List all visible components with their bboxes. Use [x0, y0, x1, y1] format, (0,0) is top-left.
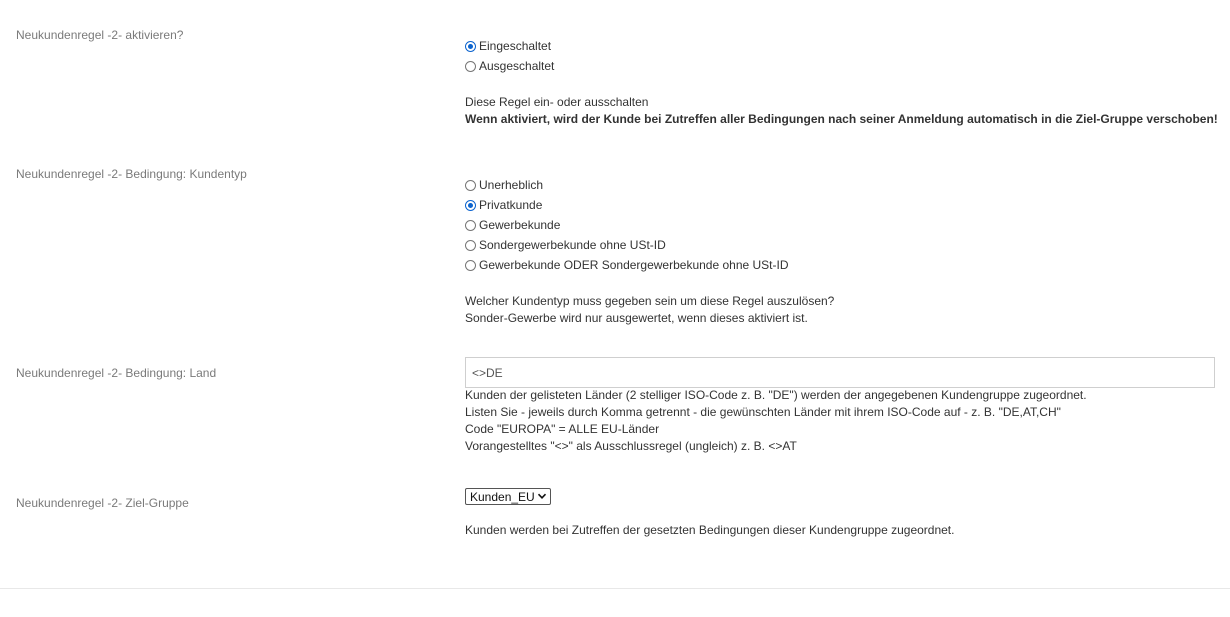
description-line: Sonder-Gewerbe wird nur ausgewertet, wenn dieses aktiviert ist. [465, 311, 808, 325]
radio-button[interactable] [465, 180, 476, 191]
description-warning: Wenn aktiviert, wird der Kunde bei Zutreffen aller Bedingungen nach seiner Anmeldung automatisch in die Ziel-Gruppe verschoben! [465, 112, 1218, 126]
radio-button[interactable] [465, 61, 476, 72]
radio-button-checked[interactable] [465, 41, 476, 52]
description-line: Kunden werden bei Zutreffen der gesetzten Bedingungen dieser Kundengruppe zugeordnet. [465, 523, 955, 537]
radio-option-sondergewerbekunde[interactable] [465, 235, 789, 255]
radio-option-label: Privatkunde [479, 198, 543, 212]
select-value: Kunden_EU [470, 489, 535, 504]
radio-option-label: Gewerbekunde ODER Sondergewerbekunde ohne USt-ID [479, 258, 789, 272]
rule-active-label: Neukundenregel -2- aktivieren? [16, 28, 184, 42]
target-group-description [465, 522, 954, 539]
radio-option-label: Unerheblich [479, 178, 544, 192]
radio-button[interactable] [465, 220, 476, 231]
description-line: Kunden der gelisteten Länder (2 stelliger ISO-Code z. B. "DE") werden der angegebenen Kundengruppe zugeordnet. [465, 388, 1087, 402]
description-line: Vorangestelltes "<>" als Ausschlussregel (ungleich) z. B. <>AT [465, 439, 797, 453]
rule-active-radio-group [465, 36, 554, 76]
divider [0, 588, 1230, 589]
description-line: Welcher Kundentyp muss gegeben sein um diese Regel auszulösen? [465, 294, 835, 308]
radio-option-eingeschaltet[interactable] [465, 36, 554, 56]
radio-option-label: Eingeschaltet [479, 39, 552, 53]
chevron-down-icon [537, 491, 547, 501]
radio-button[interactable] [465, 260, 476, 271]
radio-option-gewerbe-oder-sondergewerbe[interactable] [465, 255, 789, 275]
radio-button-checked[interactable] [465, 200, 476, 211]
customer-type-radio-group [465, 175, 789, 275]
description-line: Listen Sie - jeweils durch Komma getrennt - die gewünschten Länder mit ihrem ISO-Code auf - z. B. "DE,AT,CH" [465, 405, 1061, 419]
radio-option-ausgeschaltet[interactable] [465, 56, 554, 76]
country-label: Neukundenregel -2- Bedingung: Land [16, 366, 217, 380]
customer-type-description [465, 293, 834, 327]
target-group-label: Neukundenregel -2- Ziel-Gruppe [16, 496, 189, 510]
description-line: Diese Regel ein- oder ausschalten [465, 95, 649, 109]
radio-option-label: Ausgeschaltet [479, 59, 555, 73]
radio-option-label: Sondergewerbekunde ohne USt-ID [479, 238, 666, 252]
radio-option-unerheblich[interactable] [465, 175, 789, 195]
country-description [465, 387, 1087, 455]
radio-option-label: Gewerbekunde [479, 218, 561, 232]
country-input[interactable] [465, 357, 1215, 388]
radio-button[interactable] [465, 240, 476, 251]
rule-active-description [465, 94, 1218, 128]
description-line: Code "EUROPA" = ALLE EU-Länder [465, 422, 660, 436]
radio-option-privatkunde[interactable] [465, 195, 789, 215]
customer-type-label: Neukundenregel -2- Bedingung: Kundentyp [16, 167, 247, 181]
radio-option-gewerbekunde[interactable] [465, 215, 789, 235]
target-group-select[interactable] [465, 488, 551, 505]
